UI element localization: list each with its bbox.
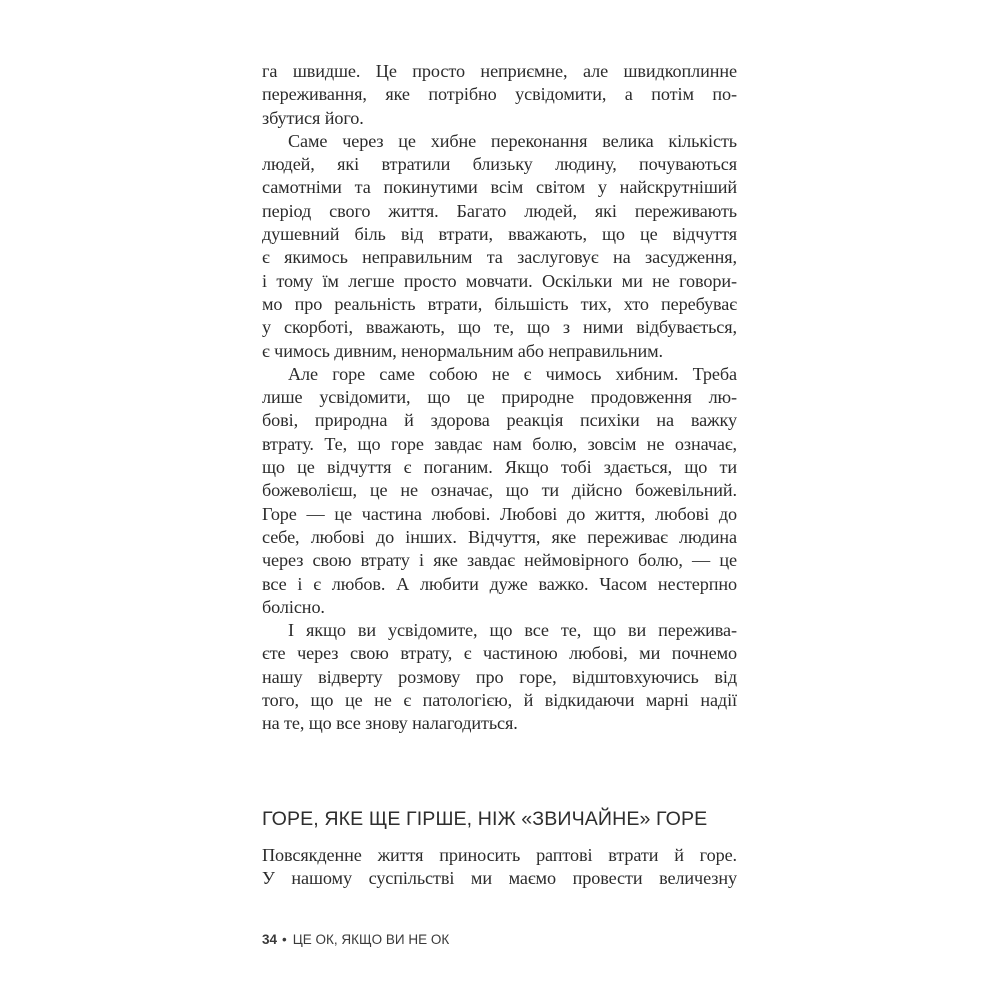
section-heading: ГОРЕ, ЯКЕ ЩЕ ГІРШЕ, НІЖ «ЗВИЧАЙНЕ» ГОРЕ <box>262 808 708 830</box>
text-line: на те, що все знову налагодиться. <box>262 713 518 734</box>
paragraph <box>262 363 737 619</box>
text-line: божеволієш, це не означає, що ти дійсно божевільний. <box>262 480 737 501</box>
text-line: є чимось дивним, ненормальним або неправильним. <box>262 340 663 361</box>
paragraph <box>262 619 737 735</box>
text-line: через свою втрату і яке завдає неймовірного болю, — це <box>262 550 737 571</box>
text-line: єте через свою втрату, є частиною любові, ми почнемо <box>262 643 737 664</box>
text-line: душевний біль від втрати, вважають, що це відчуття <box>262 224 737 245</box>
text-line: лише усвідомити, що це природне продовження лю- <box>262 387 737 408</box>
text-line: збутися його. <box>262 107 364 128</box>
text-line: болісно. <box>262 596 325 617</box>
text-line: га швидше. Це просто неприємне, але швидкоплинне <box>262 61 737 81</box>
body-text-after-heading <box>262 844 737 891</box>
running-title: ЦЕ ОК, ЯКЩО ВИ НЕ ОК <box>292 932 450 947</box>
text-line: Горе — це частина любові. Любові до життя, любові до <box>262 503 737 524</box>
paragraph <box>262 60 737 130</box>
book-page <box>262 60 737 960</box>
text-line: є якимось неправильним та заслуговує на засудження, <box>262 247 737 268</box>
page-number: 34 <box>262 932 278 947</box>
text-line: і тому їм легше просто мовчати. Оскільки ми не говори- <box>262 270 737 291</box>
text-line: період свого життя. Багато людей, які переживають <box>262 200 737 221</box>
text-line: себе, любові до інших. Відчуття, яке переживає людина <box>262 526 737 547</box>
text-line: самотніми та покинутими всім світом у найскрутніший <box>262 177 737 198</box>
text-line: переживання, яке потрібно усвідомити, а потім по- <box>262 84 737 105</box>
text-line: що це відчуття є поганим. Якщо тобі здається, що ти <box>262 457 737 478</box>
text-line: Повсякденне життя приносить раптові втрати й горе. <box>262 845 737 865</box>
text-line: втрату. Те, що горе завдає нам болю, зовсім не означає, <box>262 433 737 454</box>
text-line: бові, природна й здорова реакція психіки на важку <box>262 410 737 431</box>
text-line: мо про реальність втрати, більшість тих, хто перебуває <box>262 293 737 314</box>
text-line: Але горе саме собою не є чимось хибним. Треба <box>288 363 737 384</box>
text-line: все і є любов. А любити дуже важко. Часом нестерпно <box>262 573 737 594</box>
text-line: І якщо ви усвідомите, що все те, що ви пережива- <box>288 620 737 641</box>
body-text <box>262 60 737 736</box>
text-line: нашу відверту розмову про горе, відштовхуючись від <box>262 666 737 687</box>
text-line: у скорботі, вважають, що те, що з ними відбувається, <box>262 317 737 338</box>
text-line: Саме через це хибне переконання велика кількість <box>288 130 737 151</box>
paragraph <box>262 844 737 891</box>
text-line: людей, які втратили близьку людину, почуваються <box>262 154 737 175</box>
bullet-separator: • <box>282 932 287 947</box>
paragraph <box>262 130 737 363</box>
text-line: У нашому суспільстві ми маємо провести величезну <box>262 868 737 889</box>
page-footer <box>262 932 449 947</box>
text-line: того, що це не є патологією, й відкидаючи марні надії <box>262 690 737 711</box>
